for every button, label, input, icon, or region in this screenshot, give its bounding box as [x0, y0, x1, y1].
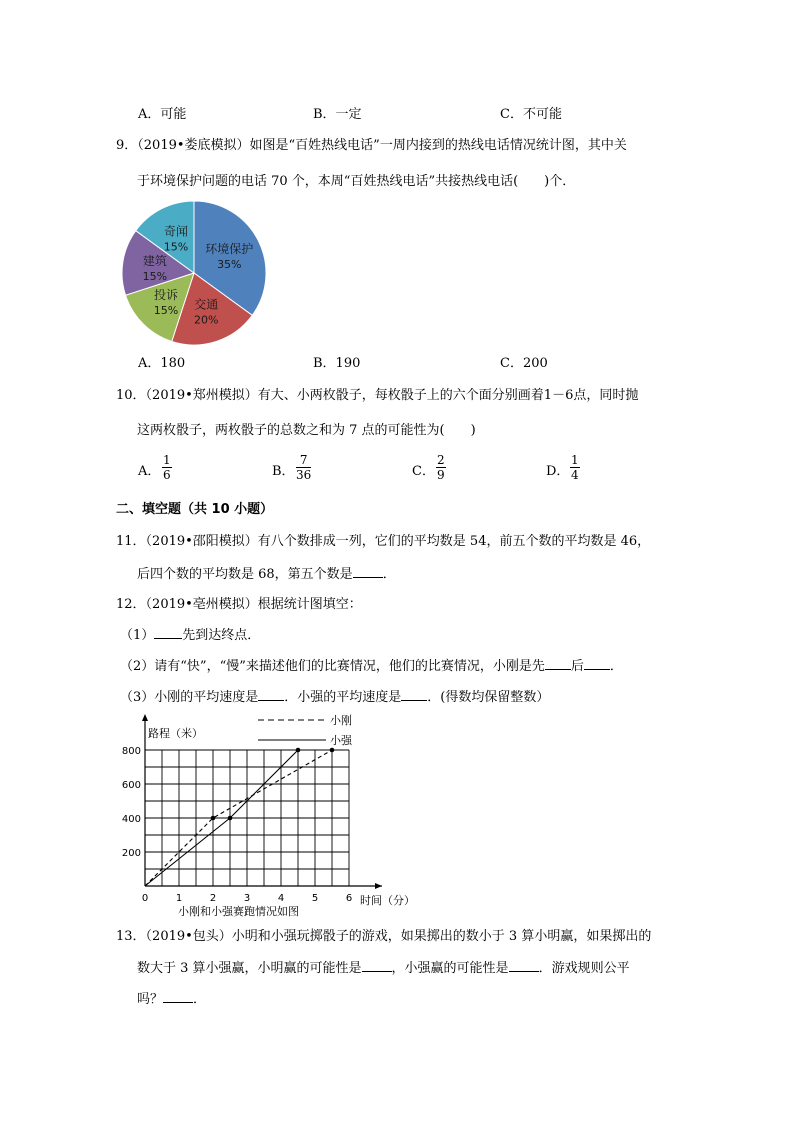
answer-blank[interactable] — [401, 688, 427, 701]
q12-sub3-mid: ．小强的平均速度是 — [284, 690, 402, 705]
answer-blank[interactable] — [545, 657, 571, 670]
q12-sub2-end: ． — [609, 659, 623, 674]
fraction-denominator: 4 — [571, 468, 579, 482]
chart-title: 小刚和小强赛跑情况如图 — [178, 905, 299, 918]
q13-line3-end: ． — [193, 992, 207, 1007]
fraction-numerator: 1 — [163, 453, 171, 467]
fraction-numerator: 2 — [437, 453, 445, 467]
y-tick-label: 400 — [121, 814, 141, 825]
q13-line3-pre: 吗？ — [137, 992, 164, 1007]
q13-line3 — [137, 988, 206, 1007]
pie-chart — [115, 196, 275, 351]
pie-percent-label: 15% — [142, 269, 168, 283]
q10-option-a-letter: A． — [138, 464, 161, 479]
pie-category-label: 投诉 — [153, 288, 179, 302]
q10-line2: 这两枚骰子，两枚骰子的总数之和为 7 点的可能性为( ) — [137, 423, 476, 438]
q13-line2-mid: ，小强赢的可能性是 — [391, 961, 509, 976]
fraction-denominator: 36 — [296, 468, 312, 482]
x-tick-label: 1 — [175, 893, 183, 904]
data-point — [296, 748, 301, 753]
q9-option-b: B．190 — [313, 356, 361, 371]
q11-line1: 11．（2019•邵阳模拟）有八个数排成一列，它们的平均数是 54，前五个数的平均数是 46， — [116, 534, 651, 549]
q10-option-a-fraction — [162, 453, 172, 482]
data-point — [228, 816, 233, 821]
legend-label: 小刚 — [330, 714, 352, 727]
pie-percent-label: 15% — [153, 304, 179, 317]
x-tick-label: 6 — [345, 893, 353, 904]
q12-sub3 — [120, 686, 549, 705]
x-tick-label: 4 — [277, 893, 285, 904]
q10-option-b-letter: B． — [272, 464, 295, 479]
q13-line1: 13．（2019•包头）小明和小强玩掷骰子的游戏，如果掷出的数小于 3 算小明赢，如果掷出的 — [116, 929, 652, 944]
q12-sub1-post: 先到达终点． — [182, 628, 261, 643]
q13-line2-pre: 数大于 3 算小强赢，小明赢的可能性是 — [137, 961, 362, 976]
pie-percent-label: 15% — [163, 240, 189, 254]
y-axis-arrow — [142, 714, 148, 721]
q8-option-b: B．一定 — [313, 107, 362, 122]
q10-option-b-fraction — [296, 453, 311, 482]
q9-line1: 9．（2019•娄底模拟）如图是“百姓热线电话”一周内接到的热线电话情况统计图，其中关 — [116, 138, 627, 153]
answer-blank[interactable] — [258, 688, 284, 701]
q11-line2-end: ． — [382, 567, 396, 582]
legend-label: 小强 — [330, 734, 352, 747]
q13-line2-end: ．游戏规则公平 — [538, 961, 630, 976]
answer-blank[interactable] — [362, 959, 392, 972]
q9-option-a: A．180 — [138, 356, 186, 371]
answer-blank[interactable] — [584, 657, 610, 670]
y-tick-label: 600 — [121, 780, 141, 791]
q12-sub1-pre: （1） — [120, 628, 155, 643]
fraction-numerator: 7 — [296, 453, 311, 468]
answer-blank[interactable] — [353, 565, 383, 578]
q8-option-c: C．不可能 — [500, 107, 562, 122]
q10-option-d-fraction — [570, 453, 580, 482]
fraction-denominator: 9 — [437, 468, 445, 482]
q12-sub2-pre: （2）请有“快”，“慢”来描述他们的比赛情况，他们的比赛情况，小刚是先 — [120, 659, 545, 674]
q11-line2 — [137, 563, 396, 582]
q8-option-a: A．可能 — [138, 107, 187, 122]
pie-percent-label: 20% — [193, 313, 219, 327]
pie-category-label: 奇闻 — [163, 224, 189, 239]
x-tick-label: 2 — [209, 893, 217, 904]
q10-option-d-letter: D． — [546, 464, 570, 479]
section-heading: 二、填空题（共 10 小题） — [116, 502, 274, 517]
q12-sub1 — [120, 624, 260, 643]
data-point — [211, 816, 216, 821]
y-tick-label: 200 — [121, 848, 141, 859]
y-tick-label: 800 — [121, 746, 141, 757]
data-point — [330, 748, 335, 753]
q11-line2-text: 后四个数的平均数是 68，第五个数是 — [137, 567, 353, 582]
q9-option-c: C．200 — [500, 356, 548, 371]
q9-line2: 于环境保护问题的电话 70 个，本周“百姓热线电话”共接热线电话( )个． — [137, 174, 576, 189]
q10-option-c-letter: C． — [412, 464, 435, 479]
q10-line1: 10．（2019•郑州模拟）有大、小两枚骰子，每枚骰子上的六个面分别画着1－6点，同时抛 — [116, 388, 639, 403]
fraction-denominator: 6 — [163, 468, 171, 482]
q13-line2 — [137, 957, 630, 976]
pie-category-label: 环境保护 — [205, 242, 254, 256]
answer-blank[interactable] — [509, 959, 539, 972]
q12-sub2 — [120, 655, 623, 674]
q12-sub2-mid: 后 — [570, 659, 584, 674]
y-axis-label: 路程（米） — [148, 727, 203, 740]
answer-blank[interactable] — [154, 626, 182, 639]
q12-line1: 12．（2019•亳州模拟）根据统计图填空： — [116, 597, 362, 612]
pie-percent-label: 35% — [217, 258, 242, 271]
answer-blank[interactable] — [163, 990, 193, 1003]
pie-category-label: 交通 — [194, 297, 219, 312]
pie-category-label: 建筑 — [142, 253, 167, 268]
x-axis-arrow — [375, 883, 382, 889]
q10-option-c-fraction — [436, 453, 446, 482]
line-chart — [110, 708, 420, 920]
q12-sub3-end: ．(得数均保留整数） — [427, 690, 550, 705]
q12-sub3-pre: （3）小刚的平均速度是 — [120, 690, 259, 705]
x-tick-label: 0 — [141, 893, 149, 904]
x-tick-label: 3 — [243, 893, 251, 904]
x-tick-label: 5 — [311, 893, 319, 904]
x-axis-label: 时间（分） — [360, 894, 415, 907]
fraction-numerator: 1 — [571, 453, 579, 467]
